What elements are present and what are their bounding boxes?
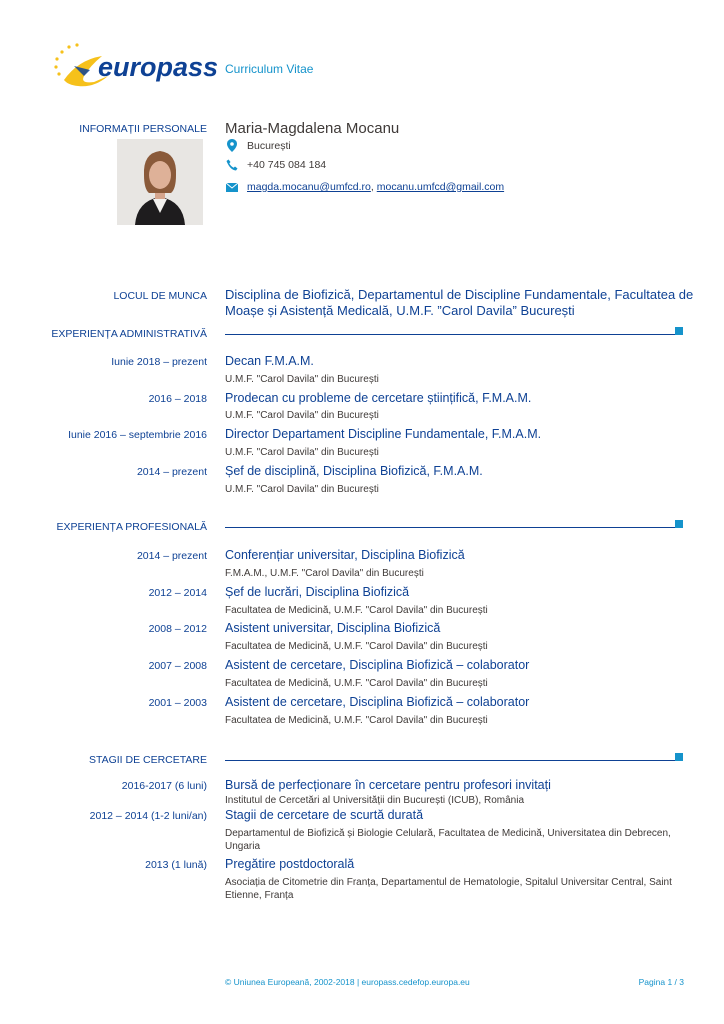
stagii-2-org: Departamentul de Biofizică și Biologie Celulară, Facultatea de Medicină, Universitatea din Debrecen, Ungaria [225, 828, 671, 852]
admin-4-title: Șef de disciplină, Disciplina Biofizică, F.M.A.M. [225, 464, 483, 478]
section-admin-rule [225, 334, 675, 335]
prof-2-date: 2012 – 2014 [148, 587, 207, 599]
contact-phone [226, 159, 326, 171]
section-prof-rule [225, 527, 675, 528]
prof-3-date: 2008 – 2012 [148, 623, 207, 635]
admin-4-org: U.M.F. "Carol Davila" din București [225, 484, 379, 495]
stagii-3-date: 2013 (1 lună) [145, 859, 207, 871]
section-prof-label: EXPERIENȚA PROFESIONALĂ [56, 521, 207, 533]
section-admin-marker [675, 327, 683, 335]
prof-3-title: Asistent universitar, Disciplina Biofizică [225, 621, 441, 635]
admin-3-title: Director Departament Discipline Fundamentale, F.M.A.M. [225, 427, 542, 441]
admin-1-title: Decan F.M.A.M. [225, 354, 314, 368]
admin-1-date: Iunie 2018 – prezent [111, 356, 207, 368]
envelope-icon [226, 183, 238, 192]
prof-2-title: Șef de lucrări, Disciplina Biofizică [225, 585, 410, 599]
prof-1-org: F.M.A.M., U.M.F. "Carol Davila" din București [225, 568, 424, 579]
admin-4-date: 2014 – prezent [136, 466, 207, 478]
prof-4-org: Facultatea de Medicină, U.M.F. "Carol Davila" din București [225, 678, 488, 689]
section-prof-marker [675, 520, 683, 528]
profile-photo [117, 139, 203, 225]
section-stagii-marker [675, 753, 683, 761]
prof-1-date: 2014 – prezent [136, 550, 207, 562]
admin-1-org: U.M.F. "Carol Davila" din București [225, 374, 379, 385]
prof-5-title: Asistent de cercetare, Disciplina Biofizică – colaborator [225, 695, 530, 709]
footer-page-number: Pagina 1 / 3 [638, 977, 684, 987]
prof-5-org: Facultatea de Medicină, U.M.F. "Carol Davila" din București [225, 715, 488, 726]
workplace-label: LOCUL DE MUNCA [113, 290, 207, 302]
logo-text: europass [98, 52, 219, 82]
workplace-value: Disciplina de Biofizică, Departamentul de Discipline Fundamentale, Facultatea de Moașe și Asistență Medicală, U.M.F. ”Carol Davila” București [225, 287, 694, 318]
stagii-1-title: Bursă de perfecționare în cercetare pentru profesori invitați [225, 778, 551, 792]
admin-2-org: U.M.F. "Carol Davila" din București [225, 410, 379, 421]
prof-3-org: Facultatea de Medicină, U.M.F. "Carol Davila" din București [225, 641, 488, 652]
stagii-2-date: 2012 – 2014 (1-2 luni/an) [89, 810, 207, 822]
stagii-1-date: 2016-2017 (6 luni) [121, 780, 207, 792]
stagii-2-title: Stagii de cercetare de scurtă durată [225, 808, 424, 822]
document-title: Curriculum Vitae [225, 62, 314, 76]
admin-3-org: U.M.F. "Carol Davila" din București [225, 447, 379, 458]
person-name: Maria-Magdalena Mocanu [225, 120, 400, 137]
email-link-1[interactable]: magda.mocanu@umfcd.ro [247, 181, 371, 193]
stagii-3-org: Asociația de Citometrie din Franța, Departamentul de Hematologie, Spitalul Universitar Central, Saint Etienne, Franța [225, 877, 672, 901]
contact-email [226, 181, 504, 193]
phone-text: +40 745 084 184 [247, 159, 327, 171]
prof-4-date: 2007 – 2008 [148, 660, 207, 672]
location-pin-icon [226, 139, 238, 152]
prof-5-date: 2001 – 2003 [148, 697, 207, 709]
prof-1-title: Conferențiar universitar, Disciplina Biofizică [225, 548, 465, 562]
admin-2-title: Prodecan cu probleme de cercetare științifică, F.M.A.M. [225, 391, 532, 405]
europass-logo [50, 40, 220, 90]
section-stagii-label: STAGII DE CERCETARE [88, 754, 207, 766]
admin-3-date: Iunie 2016 – septembrie 2016 [68, 429, 207, 441]
footer-copyright: © Uniunea Europeană, 2002-2018 | europass.cedefop.europa.eu [225, 977, 470, 987]
personal-info-label: INFORMAȚII PERSONALE [79, 123, 207, 135]
admin-2-date: 2016 – 2018 [148, 393, 207, 405]
contact-city [226, 139, 291, 152]
stagii-1-org: Institutul de Cercetări al Universității din București (ICUB), România [225, 795, 524, 806]
phone-icon [226, 159, 238, 171]
prof-4-title: Asistent de cercetare, Disciplina Biofizică – colaborator [225, 658, 530, 672]
city-text: București [247, 139, 291, 152]
email-link-2[interactable]: mocanu.umfcd@gmail.com [376, 181, 505, 193]
email-separator: , [370, 181, 377, 193]
prof-2-org: Facultatea de Medicină, U.M.F. "Carol Davila" din București [225, 605, 488, 616]
section-stagii-rule [225, 760, 675, 761]
section-admin-label: EXPERIENȚA ADMINISTRATIVĂ [51, 328, 207, 340]
stagii-3-title: Pregătire postdoctorală [225, 857, 355, 871]
